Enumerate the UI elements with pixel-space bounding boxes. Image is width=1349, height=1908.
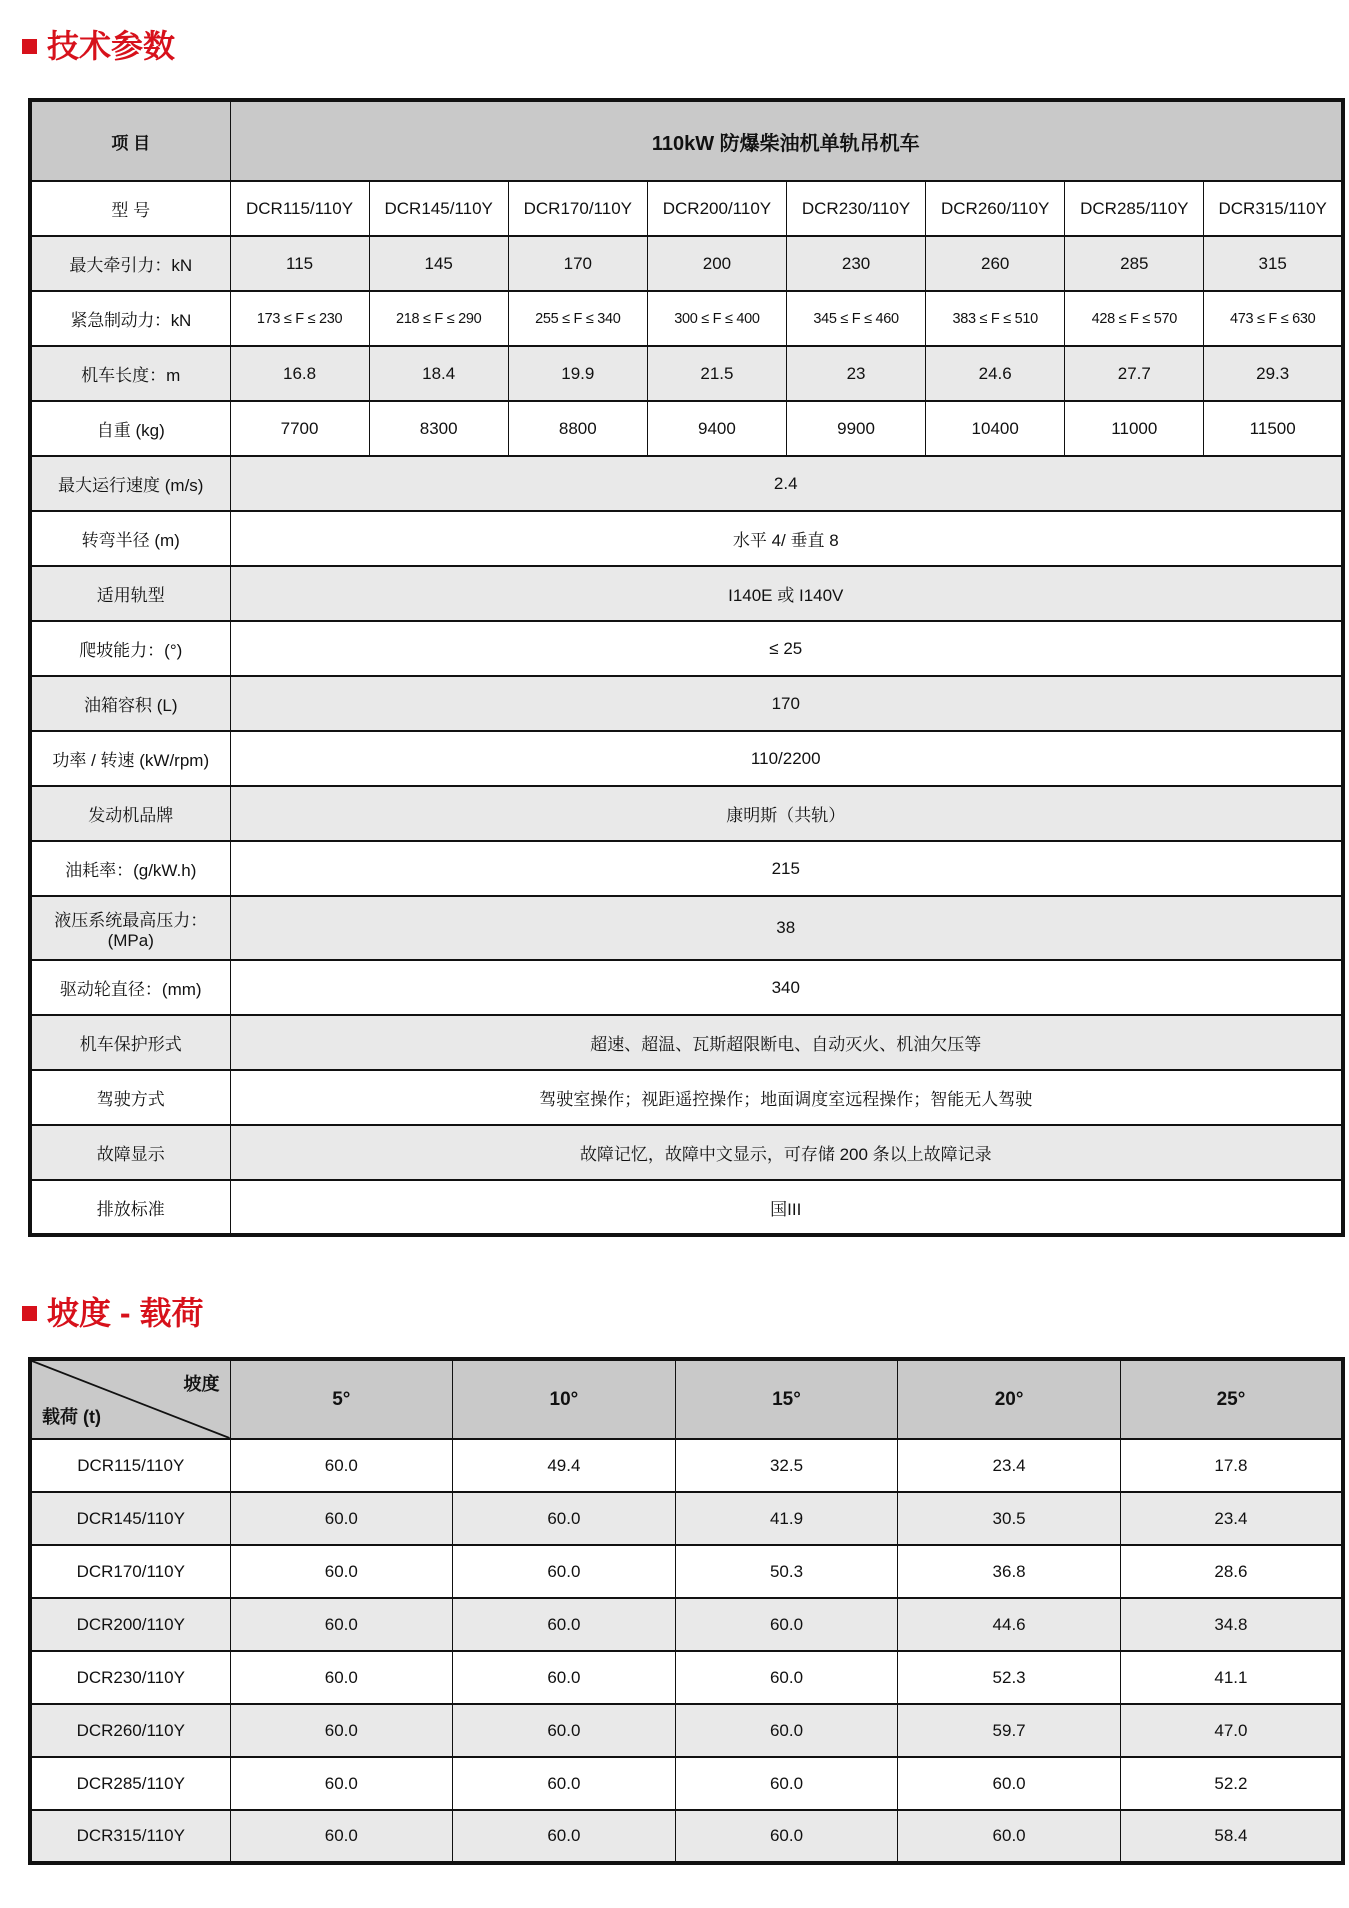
- load-cell: 60.0: [453, 1810, 676, 1863]
- slope-header-row: [30, 1359, 1343, 1439]
- row-label: 发动机品牌: [30, 786, 230, 841]
- value-cell: 29.3: [1204, 346, 1343, 401]
- value-cell: 8800: [508, 401, 647, 456]
- model-cell: DCR230/110Y: [787, 181, 926, 236]
- corner-label-slope: 坡度: [183, 1374, 220, 1394]
- value-cell: 18.4: [369, 346, 508, 401]
- span-value-cell: 国III: [230, 1180, 1343, 1235]
- value-cell: 428 ≤ F ≤ 570: [1065, 291, 1204, 346]
- technical-parameters-table: [28, 98, 1345, 1237]
- load-cell: 60.0: [230, 1492, 453, 1545]
- load-cell: 17.8: [1120, 1439, 1343, 1492]
- model-cell: DCR200/110Y: [30, 1598, 230, 1651]
- load-cell: 60.0: [230, 1704, 453, 1757]
- load-cell: 60.0: [453, 1598, 676, 1651]
- load-cell: 60.0: [898, 1757, 1121, 1810]
- turn-radius-row: [30, 511, 1343, 566]
- value-cell: 285: [1065, 236, 1204, 291]
- row-label: 功率 / 转速 (kW/rpm): [30, 731, 230, 786]
- slope-load-table: [28, 1357, 1345, 1865]
- slope-table-row: [30, 1810, 1343, 1863]
- row-label: 适用轨型: [30, 566, 230, 621]
- row-label: 最大运行速度 (m/s): [30, 456, 230, 511]
- model-cell: DCR260/110Y: [926, 181, 1065, 236]
- value-cell: 473 ≤ F ≤ 630: [1204, 291, 1343, 346]
- row-label: 紧急制动力：kN: [30, 291, 230, 346]
- slope-table-row: [30, 1545, 1343, 1598]
- length-row: [30, 346, 1343, 401]
- model-cell: DCR285/110Y: [1065, 181, 1204, 236]
- value-cell: 27.7: [1065, 346, 1204, 401]
- model-row: [30, 181, 1343, 236]
- row-label: 驱动轮直径：(mm): [30, 960, 230, 1015]
- model-cell: DCR170/110Y: [508, 181, 647, 236]
- value-cell: 300 ≤ F ≤ 400: [647, 291, 786, 346]
- slope-table-row: [30, 1651, 1343, 1704]
- value-cell: 16.8: [230, 346, 369, 401]
- row-label: 液压系统最高压力：(MPa): [30, 896, 230, 960]
- load-cell: 47.0: [1120, 1704, 1343, 1757]
- value-cell: 345 ≤ F ≤ 460: [787, 291, 926, 346]
- value-cell: 383 ≤ F ≤ 510: [926, 291, 1065, 346]
- red-square-bullet-icon: [22, 39, 37, 54]
- load-cell: 59.7: [898, 1704, 1121, 1757]
- climb-ability-row: [30, 621, 1343, 676]
- section-title-slope-load-label: 坡度 - 载荷: [47, 1295, 204, 1331]
- load-cell: 52.2: [1120, 1757, 1343, 1810]
- row-label: 故障显示: [30, 1125, 230, 1180]
- load-cell: 60.0: [675, 1810, 898, 1863]
- load-cell: 50.3: [675, 1545, 898, 1598]
- value-cell: 200: [647, 236, 786, 291]
- hydraulic-pressure-row: [30, 896, 1343, 960]
- row-label: 爬坡能力：(°): [30, 621, 230, 676]
- value-cell: 230: [787, 236, 926, 291]
- slope-table-row: [30, 1492, 1343, 1545]
- angle-header-cell: 5°: [230, 1359, 453, 1439]
- span-value-cell: 110/2200: [230, 731, 1343, 786]
- engine-brand-row: [30, 786, 1343, 841]
- load-cell: 60.0: [230, 1810, 453, 1863]
- slope-table-row: [30, 1598, 1343, 1651]
- model-cell: DCR200/110Y: [647, 181, 786, 236]
- load-cell: 60.0: [453, 1757, 676, 1810]
- section-title-tech: [22, 30, 1321, 62]
- red-square-bullet-icon: [22, 1306, 37, 1321]
- row-label: 最大牵引力：kN: [30, 236, 230, 291]
- span-value-cell: 340: [230, 960, 1343, 1015]
- protection-row: [30, 1015, 1343, 1070]
- value-cell: 260: [926, 236, 1065, 291]
- load-cell: 52.3: [898, 1651, 1121, 1704]
- value-cell: 315: [1204, 236, 1343, 291]
- value-cell: 24.6: [926, 346, 1065, 401]
- row-label: 自重 (kg): [30, 401, 230, 456]
- drive-wheel-row: [30, 960, 1343, 1015]
- span-value-cell: 38: [230, 896, 1343, 960]
- value-cell: 9900: [787, 401, 926, 456]
- span-value-cell: 超速、超温、瓦斯超限断电、自动灭火、机油欠压等: [230, 1015, 1343, 1070]
- load-cell: 41.9: [675, 1492, 898, 1545]
- model-cell: DCR145/110Y: [369, 181, 508, 236]
- driving-mode-row: [30, 1070, 1343, 1125]
- value-cell: 218 ≤ F ≤ 290: [369, 291, 508, 346]
- value-cell: 145: [369, 236, 508, 291]
- span-value-cell: I140E 或 I140V: [230, 566, 1343, 621]
- load-cell: 60.0: [230, 1757, 453, 1810]
- load-cell: 60.0: [230, 1651, 453, 1704]
- fuel-consumption-row: [30, 841, 1343, 896]
- load-cell: 23.4: [1120, 1492, 1343, 1545]
- value-cell: 8300: [369, 401, 508, 456]
- value-cell: 170: [508, 236, 647, 291]
- model-cell: DCR170/110Y: [30, 1545, 230, 1598]
- corner-label-load: 载荷 (t): [42, 1407, 101, 1427]
- model-cell: DCR115/110Y: [30, 1439, 230, 1492]
- value-cell: 9400: [647, 401, 786, 456]
- value-cell: 21.5: [647, 346, 786, 401]
- fault-display-row: [30, 1125, 1343, 1180]
- load-cell: 60.0: [675, 1704, 898, 1757]
- fuel-tank-row: [30, 676, 1343, 731]
- rail-type-row: [30, 566, 1343, 621]
- load-cell: 49.4: [453, 1439, 676, 1492]
- row-label: 机车保护形式: [30, 1015, 230, 1070]
- braking-row: [30, 291, 1343, 346]
- span-value-cell: 故障记忆，故障中文显示，可存储 200 条以上故障记录: [230, 1125, 1343, 1180]
- angle-header-cell: 20°: [898, 1359, 1121, 1439]
- span-value-cell: 水平 4/ 垂直 8: [230, 511, 1343, 566]
- item-header-cell: 项 目: [30, 100, 230, 181]
- product-title-cell: 110kW 防爆柴油机单轨吊机车: [230, 100, 1343, 181]
- slope-table-row: [30, 1757, 1343, 1810]
- section-title-slope-load: [22, 1297, 1321, 1329]
- row-label: 油耗率：(g/kW.h): [30, 841, 230, 896]
- slope-table-row: [30, 1704, 1343, 1757]
- power-speed-row: [30, 731, 1343, 786]
- load-cell: 60.0: [230, 1545, 453, 1598]
- row-label: 油箱容积 (L): [30, 676, 230, 731]
- angle-header-cell: 10°: [453, 1359, 676, 1439]
- load-cell: 60.0: [230, 1598, 453, 1651]
- value-cell: 255 ≤ F ≤ 340: [508, 291, 647, 346]
- value-cell: 173 ≤ F ≤ 230: [230, 291, 369, 346]
- table-header-row: [30, 100, 1343, 181]
- traction-row: [30, 236, 1343, 291]
- load-cell: 60.0: [898, 1810, 1121, 1863]
- slope-table-row: [30, 1439, 1343, 1492]
- row-label: 型 号: [30, 181, 230, 236]
- value-cell: 19.9: [508, 346, 647, 401]
- max-speed-row: [30, 456, 1343, 511]
- emission-standard-row: [30, 1180, 1343, 1235]
- load-cell: 60.0: [453, 1704, 676, 1757]
- row-label: 转弯半径 (m): [30, 511, 230, 566]
- model-cell: DCR285/110Y: [30, 1757, 230, 1810]
- span-value-cell: 215: [230, 841, 1343, 896]
- angle-header-cell: 15°: [675, 1359, 898, 1439]
- load-cell: 32.5: [675, 1439, 898, 1492]
- load-cell: 41.1: [1120, 1651, 1343, 1704]
- section-title-tech-label: 技术参数: [47, 28, 176, 64]
- span-value-cell: 170: [230, 676, 1343, 731]
- load-cell: 60.0: [453, 1545, 676, 1598]
- span-value-cell: 驾驶室操作；视距遥控操作；地面调度室远程操作；智能无人驾驶: [230, 1070, 1343, 1125]
- row-label: 机车长度：m: [30, 346, 230, 401]
- model-cell: DCR315/110Y: [1204, 181, 1343, 236]
- row-label: 驾驶方式: [30, 1070, 230, 1125]
- value-cell: 11000: [1065, 401, 1204, 456]
- model-cell: DCR145/110Y: [30, 1492, 230, 1545]
- load-cell: 58.4: [1120, 1810, 1343, 1863]
- load-cell: 60.0: [675, 1757, 898, 1810]
- load-cell: 44.6: [898, 1598, 1121, 1651]
- load-cell: 36.8: [898, 1545, 1121, 1598]
- model-cell: DCR230/110Y: [30, 1651, 230, 1704]
- value-cell: 10400: [926, 401, 1065, 456]
- load-cell: 30.5: [898, 1492, 1121, 1545]
- angle-header-cell: 25°: [1120, 1359, 1343, 1439]
- load-cell: 60.0: [453, 1651, 676, 1704]
- row-label: 排放标准: [30, 1180, 230, 1235]
- slope-load-corner-cell: [30, 1359, 230, 1439]
- load-cell: 23.4: [898, 1439, 1121, 1492]
- load-cell: 34.8: [1120, 1598, 1343, 1651]
- load-cell: 60.0: [675, 1651, 898, 1704]
- value-cell: 115: [230, 236, 369, 291]
- model-cell: DCR115/110Y: [230, 181, 369, 236]
- load-cell: 60.0: [230, 1439, 453, 1492]
- value-cell: 7700: [230, 401, 369, 456]
- load-cell: 60.0: [453, 1492, 676, 1545]
- model-cell: DCR315/110Y: [30, 1810, 230, 1863]
- span-value-cell: 2.4: [230, 456, 1343, 511]
- model-cell: DCR260/110Y: [30, 1704, 230, 1757]
- value-cell: 23: [787, 346, 926, 401]
- value-cell: 11500: [1204, 401, 1343, 456]
- span-value-cell: 康明斯（共轨）: [230, 786, 1343, 841]
- weight-row: [30, 401, 1343, 456]
- span-value-cell: ≤ 25: [230, 621, 1343, 676]
- load-cell: 28.6: [1120, 1545, 1343, 1598]
- load-cell: 60.0: [675, 1598, 898, 1651]
